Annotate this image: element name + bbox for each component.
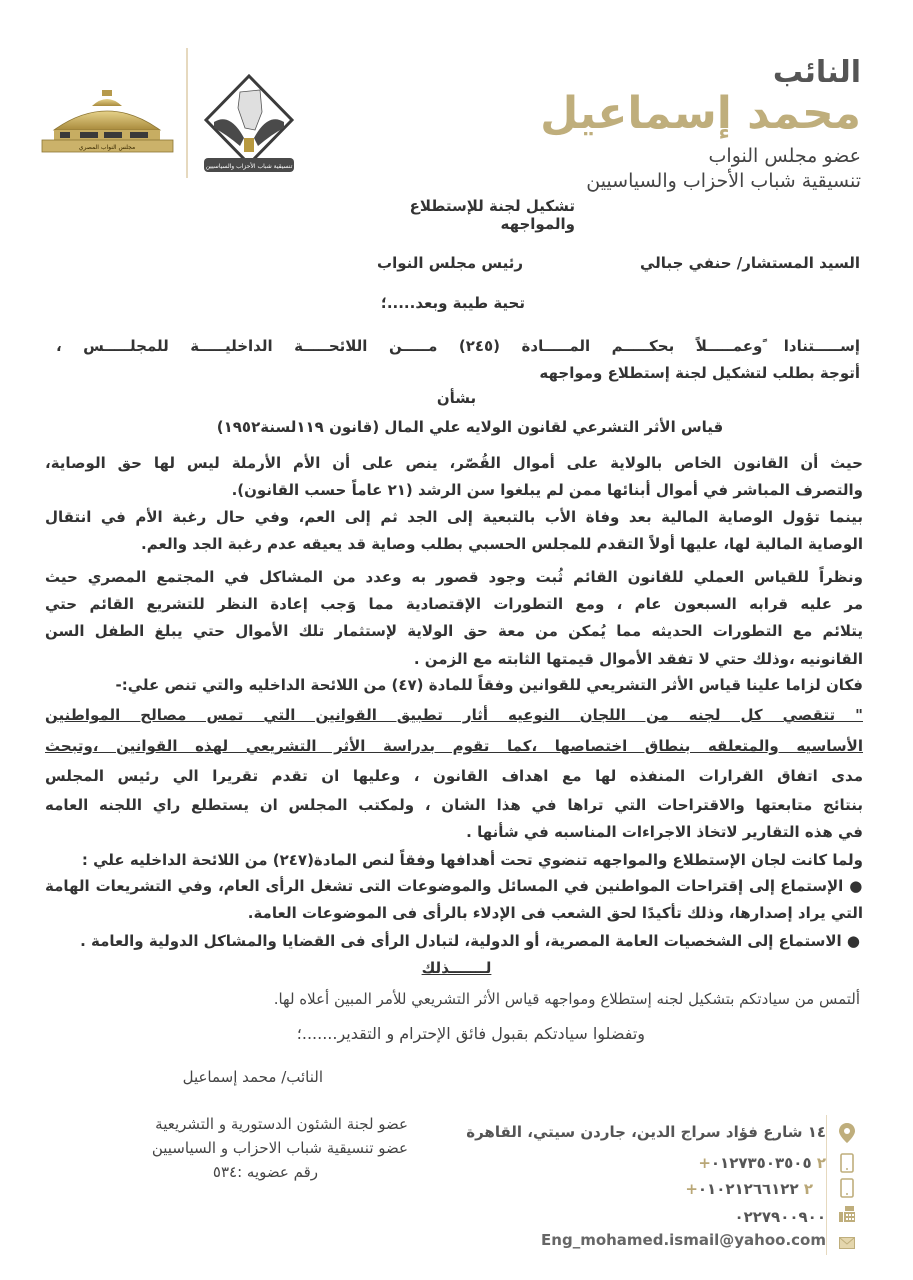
intro-line-2: أتوجة بطلب لتشكيل لجنة إستطلاع ومواجهه (539, 364, 860, 382)
mobile-1-prefix: +٢ (698, 1154, 826, 1172)
contacts-divider (826, 1115, 827, 1255)
parliament-logo (40, 88, 175, 156)
svg-text:مجلس النواب المصري: مجلس النواب المصري (78, 144, 136, 151)
therefore-heading: لـــــــذلك (421, 959, 492, 977)
closing-line: وتفضلوا سيادتكم بقبول فائق الإحترام و التقدير.......؛ (296, 1024, 645, 1043)
quote-line: بنتائج متابعتها والاقتراحات التي تراها في هذا الشان ، ولمكتب المجلس ان يستطلع راي اللجنه العامه (45, 796, 863, 814)
bullet-1-line-2: التي يراد إصدارها، وذلك تأكيدًا لحق الشعب فى الإدلاء بالرأى فى الموضوعات العامة. (247, 904, 863, 922)
signature-name: النائب/ محمد إسماعيل (182, 1068, 323, 1086)
contact-fax: ٠٢٢٧٩٠٠٩٠٠ (734, 1208, 826, 1226)
mobile-2-prefix: +٢ (685, 1180, 813, 1198)
envelope-icon (839, 1234, 855, 1253)
bullet-icon: ● (841, 932, 860, 950)
mobile-phone-icon (840, 1178, 854, 1202)
signature-role-constitutional: عضو لجنة الشئون الدستورية و التشريعية (155, 1115, 408, 1133)
contact-mobile-1[interactable] (698, 1154, 826, 1172)
fax-icon (838, 1205, 856, 1227)
bullet-1-line-1: ● الإستماع إلى إقتراحات المواطنين في المسائل والموضوعات التى تشغل الرأى العام، وفي التشريعات الهامة (45, 877, 863, 895)
bullet-icon: ● (843, 877, 863, 895)
quote-line: " تتقصي كل لجنه من اللجان النوعيه أثار تطبيق القوانين التي تمس مصالح المواطنين (45, 706, 863, 724)
coordination-logo (200, 72, 298, 177)
header-role-parliament: عضو مجلس النواب (708, 145, 861, 167)
mobile-1-number: ٠١٢٧٣٥٠٣٥٠٥ (710, 1154, 812, 1172)
regarding-topic: قياس الأثر التشرعي لقانون الولايه علي المال (قانون ١١٩لسنة١٩٥٢) (216, 418, 724, 436)
header-name: محمد إسماعيل (540, 88, 861, 139)
location-pin-icon (838, 1122, 856, 1148)
mobile-2-number: ٠١٠٢١٢٦٦١٢٢ (697, 1180, 799, 1198)
body-line: الوصاية المالية لها، عليها أولاً التقدم للمجلس الحسبي بطلب وصاية قد يعيقه عدم رغبة الجد والعم. (141, 535, 863, 553)
greeting: تحية طيبة وبعد.....؛ (380, 294, 525, 312)
quote-line: مدى اتفاق القرارات المنفذه لها مع اهداف القانون ، وعليها ان تقدم تقريرا الي رئيس المجلس (45, 767, 863, 785)
body-line: ونظراً للقياس العملي للقانون القائم ثُبت وجود قصور به وعدد من المشاكل في المجتمع المصري حيث (45, 568, 863, 586)
regarding-label: بشأن (436, 389, 477, 407)
contact-address: ١٤ شارع فؤاد سراج الدين، جاردن سيتي، القاهرة (466, 1123, 826, 1141)
addressee-title: رئيس مجلس النواب (377, 254, 523, 272)
parliament-dome-icon (40, 88, 175, 156)
request-line: ألتمس من سيادتكم بتشكيل لجنه إستطلاع ومواجهه قياس الأثر التشريعي للأمر المبين أعلاه لها. (273, 990, 860, 1008)
header-role-coordination: تنسيقية شباب الأحزاب والسياسيين (586, 170, 861, 192)
membership-number: رقم عضويه :٥٣٤ (212, 1163, 318, 1181)
header-title-prefix: النائب (772, 55, 861, 90)
signature-role-coordination: عضو تنسيقية شباب الاحزاب و السياسيين (151, 1139, 408, 1157)
body-line: بينما تؤول الوصاية المالية بعد وفاة الأب بالتبعية إلى الجد ثم إلى العم، وفي حال رغبة الأم في انتقال (45, 508, 863, 526)
body-line: حيث أن القانون الخاص بالولاية على أموال القُصّر، ينص على أن الأم الأرملة ليس لها حق الوصاية، (45, 454, 863, 472)
bullet-2: ● الاستماع إلى الشخصيات العامة المصرية، أو الدولية، لتبادل الرأى فى القضايا والمشاكل الدولية والعامة . (80, 932, 860, 950)
coordination-diamond-icon (200, 72, 298, 177)
mobile-phone-icon (840, 1153, 854, 1177)
svg-text:تنسيقية شباب الأحزاب والسياسيي: تنسيقية شباب الأحزاب والسياسيين (205, 163, 293, 170)
letter-subject: تشكيل لجنة للإستطلاع والمواجهه (409, 197, 575, 233)
header-divider (186, 48, 188, 178)
intro-line-1: إســـــتنادا ًوعمـــــلاً بحكـــــم المـــــادة (٢٤٥) مـــــن اللائحـــــة الداخليـــــة للمجلـــــس ، (56, 337, 860, 355)
quote-line: الأساسيه والمتعلقه بنطاق اختصاصها ،كما تقوم بدراسة الأثر التشريعي لهذه القوانين ،وتبحث (45, 737, 863, 755)
quote-line: في هذه التقارير لاتخاذ الاجراءات المناسبه في شأنها . (466, 823, 863, 841)
article-intro: ولما كانت لجان الإستطلاع والمواجهه تنضوي تحت أهدافها وفقاً لنص المادة(٢٤٧) من اللائحة الداخليه علي : (81, 851, 863, 869)
signature-block (88, 1112, 408, 1184)
addressee-name: السيد المستشار/ حنفي جبالي (640, 254, 860, 272)
contact-email[interactable]: Eng_mohamed.ismail@yahoo.com (541, 1231, 826, 1249)
body-line: مر عليه قرابه السبعون عام ، ومع التطورات الإقتصادية مما وَجب إعادة النظر للتشريع القائم حتي (45, 595, 863, 613)
body-line: يتلائم مع التطورات الحديثه مما يُمكن من معة حق الولاية لإستثمار تلك الأموال حتي يبلغ الطفل السن (45, 622, 863, 640)
body-line: والتصرف المباشر في أموال أبنائها ممن لم يبلغوا سن الرشد (٢١ عاماً حسب القانون). (231, 481, 863, 499)
body-line: القانونيه ،وذلك حتي لا تفقد الأموال قيمتها الثابته مع الزمن . (413, 650, 863, 668)
contact-mobile-2[interactable] (685, 1180, 813, 1198)
body-line: فكان لزاما علينا قياس الأثر التشريعي للقوانين وفقاً للمادة (٤٧) من اللائحة الداخليه والتي تنص علي:- (115, 676, 863, 694)
